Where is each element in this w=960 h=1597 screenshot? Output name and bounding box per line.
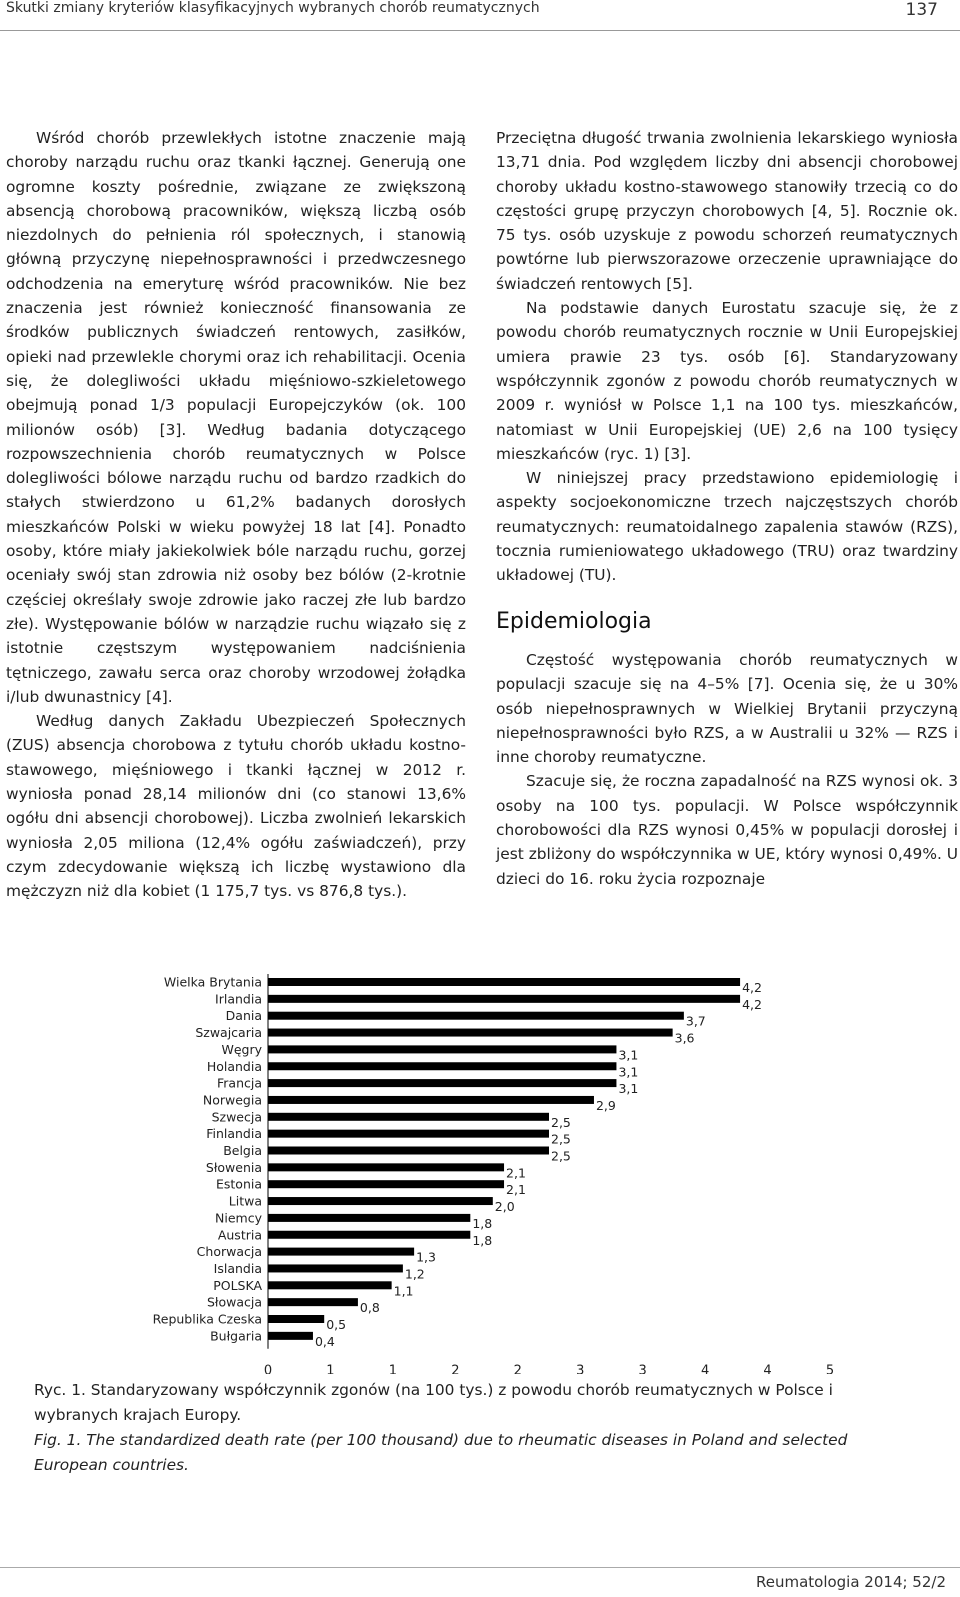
running-title: Skutki zmiany kryteriów klasyfikacyjnych wybranych chorób reumatycznych <box>6 0 540 16</box>
value-label: 3,7 <box>685 1013 706 1029</box>
left-paragraph-1: Wśród chorób przewlekłych istotne znaczenie mają choroby narządu ruchu oraz tkanki łącznej. Generują one ogromne koszty pośrednie, związane ze zwiększoną absencją chorobową pracowników, większą liczbą osób niezdolnych do pełnienia ról społecznych, i stanowią główną przyczynę niepełnosprawności i przedwczesnego odchodzenia na emeryturę wśród pracowników. Nie bez znaczenia jest również konieczność finansowania ze środków publicznych świadczeń rentowych, zasiłków, opieki nad przewlekle chorymi oraz ich rehabilitacji. Ocenia się, że dolegliwości układu mięśniowo-szkieletowego obejmują ponad 1/3 populacji Europejczyków (ok. 100 milionów osób) [3]. Według badania dotyczącego rozpowszechnienia chorób reumatycznych w Polsce dolegliwości bólowe narządu ruchu od bardzo rzadkich do stałych stwierdzono u 61,2% badanych dorosłych mieszkańców Polski w wieku powyżej 18 lat [4]. Ponadto osoby, które miały jakiekolwiek bóle narządu ruchu, gorzej oceniały swój stan zdrowia niż osoby bez bólów (2-krotnie częściej określały swoje zdrowie jako raczej złe lub bardzo złe). Występowanie bólów w narządzie ruchu wiązało się z istotnie częstszym występowaniem nadciśnienia tętniczego, zawału serca oraz choroby wrzodowej żołądka i/lub dwunastnicy [4]. <box>6 129 466 706</box>
category-label: Belgia <box>223 1143 262 1158</box>
bar <box>268 1029 673 1037</box>
category-label: Litwa <box>228 1193 262 1209</box>
category-label: Estonia <box>215 1176 262 1192</box>
right-paragraph-2: Na podstawie danych Eurostatu szacuje się, że z powodu chorób reumatycznych rocznie w Unii Europejskiej umiera prawie 23 tys. osób [6]. Standaryzowany współczynnik zgonów z powodu chorób reumatycznych w 2009 r. wyniósł w Polsce 1,1 na 100 tys. mieszkańców, natomiast w Unii Europejskiej (UE) 2,6 na 100 tysięcy mieszkańców (ryc. 1) [3]. <box>496 299 958 463</box>
section-heading: Epidemiologia <box>496 608 652 634</box>
bar <box>268 1180 504 1188</box>
bar <box>268 1197 493 1205</box>
value-label: 2,5 <box>551 1148 571 1164</box>
x-tick-label: 2 <box>451 1363 460 1374</box>
bar-chart <box>0 964 960 1374</box>
right-paragraph-1: Przeciętna długość trwania zwolnienia lekarskiego wyniosła 13,71 dnia. Pod względem liczby dni absencji chorobowej choroby układu kostno-stawowego stanowiły trzecią co do częstości grupę przyczyn chorobowych [4, 5]. Rocznie ok. 75 tys. osób uzyskuje z powodu schorzeń reumatycznych powtórne lub pierwszorazowe orzeczenie uprawniające do świadczeń rentowych [5]. <box>496 129 958 293</box>
left-paragraph-2: Według danych Zakładu Ubezpieczeń Społecznych (ZUS) absencja chorobowa z tytułu chorób układu kostno-stawowego, mięśniowego i tkanki łącznej w 2012 r. wyniosła ponad 28,14 milionów dni (co stanowi 13,6% ogółu dni absencji chorobowej). Liczba zwolnień lekarskich wyniosła 2,05 miliona (12,4% ogółu zaświadczeń), przy czym zdecydowanie większą ich liczbę wystawiono dla mężczyzn niż dla kobiet (1 175,7 tys. vs 876,8 tys.). <box>6 712 466 901</box>
category-label: Irlandia <box>215 991 262 1007</box>
bar <box>268 1264 403 1272</box>
value-label: 3,1 <box>618 1064 639 1080</box>
value-label: 2,5 <box>551 1114 571 1130</box>
bar <box>268 1096 594 1104</box>
value-label: 4,2 <box>742 996 762 1012</box>
value-label: 1,2 <box>404 1266 425 1282</box>
category-label: Słowenia <box>205 1159 262 1175</box>
value-label: 2,9 <box>595 1097 616 1113</box>
bar <box>268 995 740 1003</box>
category-label: Islandia <box>213 1260 262 1276</box>
bar <box>268 1231 470 1239</box>
x-tick-label: 4 <box>700 1363 710 1374</box>
x-tick-label: 3 <box>576 1363 585 1374</box>
footer-rule <box>0 1567 960 1568</box>
value-label: 0,4 <box>314 1333 335 1349</box>
bar <box>268 1113 549 1121</box>
category-label: Bułgaria <box>210 1328 262 1344</box>
value-label: 0,5 <box>326 1317 347 1332</box>
bar <box>268 1298 358 1306</box>
bar <box>268 1214 470 1222</box>
x-tick-label: 1 <box>388 1363 398 1374</box>
page-number: 137 <box>905 0 938 20</box>
caption-english: Fig. 1. The standardized death rate (per 100 thousand) due to rheumatic diseases in Poland and selected European countries. <box>34 1431 848 1474</box>
value-label: 4,2 <box>742 980 762 995</box>
bar <box>268 1012 684 1020</box>
bar <box>268 1079 616 1087</box>
category-label: Holandia <box>206 1058 262 1074</box>
right-paragraph-3: W niniejszej pracy przedstawiono epidemiologię i aspekty socjoekonomiczne trzech najczęstszych chorób reumatycznych: reumatoidalnego zapalenia stawów (RZS), tocznia rumieniowatego układowego (TRU) oraz twardziny układowej (TU). <box>496 469 958 585</box>
x-tick-label: 1 <box>326 1363 335 1374</box>
bar <box>268 1147 549 1155</box>
bar <box>268 1163 504 1171</box>
bar <box>268 1315 324 1323</box>
value-label: 1,1 <box>393 1283 414 1299</box>
category-label: Szwajcaria <box>195 1025 262 1041</box>
category-label: Dania <box>225 1008 262 1024</box>
category-label: POLSKA <box>213 1277 262 1293</box>
value-label: 2,5 <box>551 1131 571 1147</box>
category-label: Słowacja <box>206 1294 262 1310</box>
value-label: 2,1 <box>506 1182 526 1198</box>
left-column <box>6 126 466 904</box>
value-label: 1,8 <box>472 1232 493 1248</box>
x-tick-label: 2 <box>513 1363 522 1374</box>
value-label: 2,0 <box>494 1199 515 1215</box>
value-label: 3,1 <box>618 1081 639 1097</box>
category-label: Szwecja <box>211 1109 262 1125</box>
bar <box>268 1045 616 1053</box>
value-label: 2,1 <box>506 1165 526 1181</box>
x-tick-label: 5 <box>825 1363 835 1374</box>
category-label: Chorwacja <box>196 1244 262 1260</box>
bar <box>268 1248 414 1256</box>
category-label: Republika Czeska <box>152 1311 262 1327</box>
category-label: Niemcy <box>215 1210 262 1226</box>
bar <box>268 1332 313 1340</box>
category-label: Węgry <box>221 1041 262 1057</box>
header-rule <box>0 30 960 31</box>
category-label: Wielka Brytania <box>163 974 262 990</box>
value-label: 3,1 <box>618 1047 639 1063</box>
category-label: Francja <box>216 1075 262 1091</box>
journal-footer: Reumatologia 2014; 52/2 <box>755 1573 946 1591</box>
category-label: Austria <box>217 1227 262 1243</box>
right-paragraph-4: Częstość występowania chorób reumatycznych w populacji szacuje się na 4–5% [7]. Ocenia się, że u 30% osób niepełnosprawnych w Wielkiej Brytanii przyczyną niepełnosprawności było RZS, a w Australii u 32% — RZS i inne choroby reumatyczne. <box>496 650 958 767</box>
category-label: Finlandia <box>206 1126 262 1142</box>
value-label: 3,6 <box>674 1030 695 1046</box>
right-paragraph-5: Szacuje się, że roczna zapadalność na RZS wynosi ok. 3 osoby na 100 tys. populacji. W Polsce współczynnik chorobowości dla RZS wynosi 0,45% w populacji dorosłej i jest zbliżony do współczynnika w UE, który wynosi 0,49%. U dzieci do 16. roku życia rozpoznaje <box>496 772 958 888</box>
right-column <box>496 126 958 891</box>
value-label: 0,8 <box>359 1300 380 1316</box>
bar <box>268 1281 392 1289</box>
figure-caption <box>34 1378 904 1478</box>
x-tick-label: 0 <box>263 1363 273 1374</box>
bar <box>268 1062 616 1070</box>
bar <box>268 1130 549 1138</box>
x-tick-label: 4 <box>763 1363 772 1374</box>
caption-polish: Ryc. 1. Standaryzowany współczynnik zgonów (na 100 tys.) z powodu chorób reumatycznych w Polsce i wybranych krajach Europy. <box>34 1381 833 1424</box>
category-label: Norwegia <box>202 1092 262 1108</box>
x-tick-label: 3 <box>638 1363 647 1374</box>
bar <box>268 978 740 986</box>
value-label: 1,3 <box>416 1249 437 1265</box>
value-label: 1,8 <box>472 1215 493 1231</box>
